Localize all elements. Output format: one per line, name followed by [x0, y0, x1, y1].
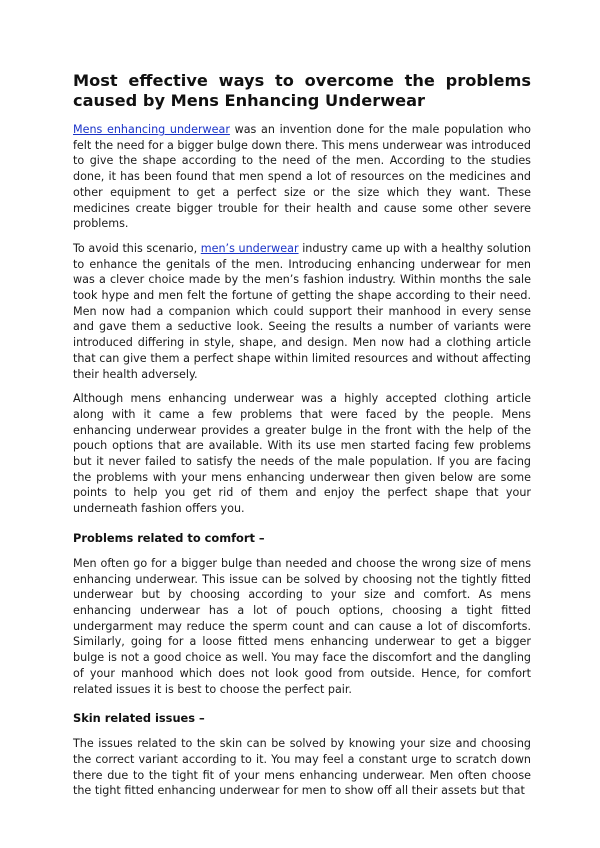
document-page — [73, 71, 531, 808]
heading-skin: Skin related issues – — [73, 711, 205, 726]
heading-comfort: Problems related to comfort – — [73, 530, 265, 545]
article-title: Most effective ways to overcome the problems caused by Mens Enhancing Underwear — [73, 71, 531, 110]
mens-underwear-link[interactable]: men’s underwear — [200, 241, 299, 255]
paragraph-comfort: Men often go for a bigger bulge than needed and choose the wrong size of mens enhancing underwear. This issue can be solved by choosing not the tightly fitted underwear but by choosing according to your size and comfort. As mens enhancing underwear has a lot of pouch options, choosing a tight fitted undergarment may reduce the sperm count and can cause a lot of discomforts. Similarly, going for a loose fitted mens enhancing underwear to get a bigger bulge is not a good choice as well. You may face the discomfort and the dangling of your manhood which does not look good from outside. Hence, for comfort related issues it is best to choose the perfect pair. — [73, 556, 531, 696]
paragraph-solution-after: industry came up with a healthy solution to enhance the genitals of the men. Introducing enhancing underwear for men was a clever choice made by the men’s fashion industry. Within months the sale took hype and men felt the fortune of getting the shape according to their need. Men now had a companion which could support their manhood in every sense and gave them a seductive look. Seeing the results a number of variants were introduced differing in style, shape, and design. Men now had a clothing article that can give them a perfect shape within limited resources and without affecting their health adversely. — [73, 241, 532, 381]
paragraph-solution — [73, 241, 531, 382]
paragraph-solution-before: To avoid this scenario, — [73, 241, 201, 255]
paragraph-intro — [73, 122, 531, 232]
mens-enhancing-underwear-link[interactable]: Mens enhancing underwear — [73, 123, 230, 136]
paragraph-intro-text: was an invention done for the male population who felt the need for a bigger bulge down there. This mens underwear was introduced to give the shape according to the need of the men. According to the studies done, it has been found that men spend a lot of resources on the medicines and other equipment to get a perfect size or the size which they want. These medicines create bigger trouble for their health and cause some other severe problems. — [73, 123, 531, 231]
paragraph-skin: The issues related to the skin can be solved by knowing your size and choosing the correct variant according to it. You may feel a constant urge to scratch down there due to the tight fit of your mens enhancing underwear. Men often choose the tight fitted enhancing underwear for men to show off all their assets but that — [73, 737, 531, 798]
paragraph-problems: Although mens enhancing underwear was a highly accepted clothing article along with it came a few problems that were faced by the people. Mens enhancing underwear provides a greater bulge in the front with the help of the pouch options that are available. With its use men started facing few problems but it never failed to satisfy the needs of the male population. If you are facing the problems with your mens enhancing underwear then given below are some points to help you get rid of them and enjoy the perfect shape that your underneath fashion offers you. — [73, 392, 531, 516]
